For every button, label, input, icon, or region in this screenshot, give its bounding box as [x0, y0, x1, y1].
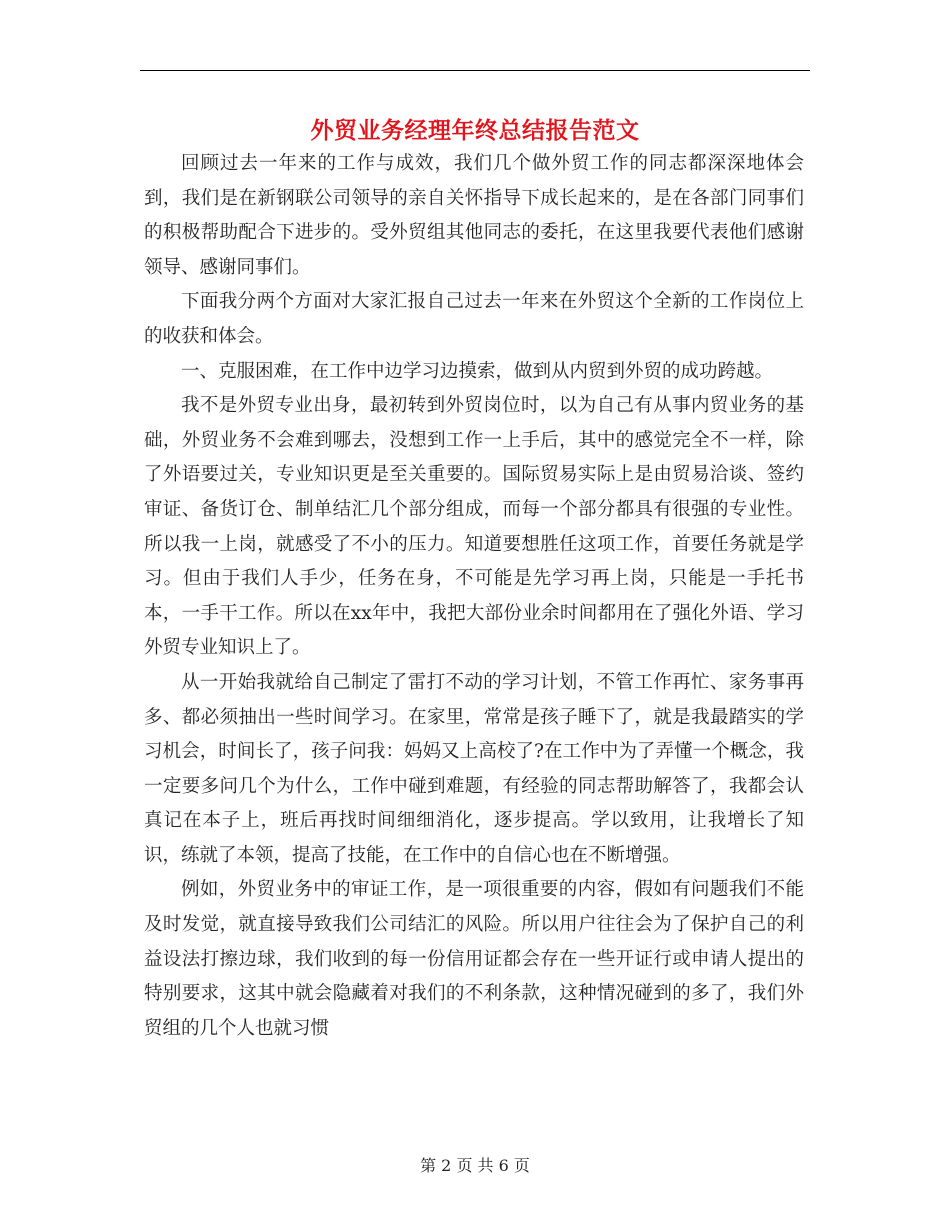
paragraph: 回顾过去一年来的工作与成效，我们几个做外贸工作的同志都深深地体会到，我们是在新钢联公司领导的亲自关怀指导下成长起来的，是在各部门同事们的积极帮助配合下进步的。受外贸组其他同志的委托，在这里我要代表他们感谢领导、感谢同事们。	[144, 153, 804, 278]
header-rule	[140, 70, 810, 71]
section-heading: 一、克服困难，在工作中边学习边摸索，做到从内贸到外贸的成功跨越。	[181, 360, 774, 382]
paragraph: 例如，外贸业务中的审证工作，是一项很重要的内容，假如有问题我们不能及时发觉，就直接导致我们公司结汇的风险。所以用户往往会为了保护自己的利益设法打擦边球，我们收到的每一份信用证都会存在一些开证行或申请人提出的特别要求，这其中就会隐藏着对我们的不利条款，这种情况碰到的多了，我们外贸组的几个人也就习惯	[144, 879, 804, 1039]
paragraph: 我不是外贸专业出身，最初转到外贸岗位时，以为自己有从事内贸业务的基础，外贸业务不会难到哪去，没想到工作一上手后，其中的感觉完全不一样，除了外语要过关，专业知识更是至关重要的。国际贸易实际上是由贸易洽谈、签约审证、备货订仓、制单结汇几个部分组成，而每一个部分都具有很强的专业性。所以我一上岗，就感受了不小的压力。知道要想胜任这项工作，首要任务就是学习。但由于我们人手少，任务在身，不可能是先学习再上岗，只能是一手托书本，一手干工作。所以在xx年中，我把大部份业余时间都用在了强化外语、学习外贸专业知识上了。	[144, 395, 804, 659]
paragraph: 下面我分两个方面对大家汇报自己过去一年来在外贸这个全新的工作岗位上的收获和体会。	[144, 291, 804, 347]
paragraph: 从一开始我就给自己制定了雷打不动的学习计划，不管工作再忙、家务事再多、都必须抽出一些时间学习。在家里，常常是孩子睡下了，就是我最踏实的学习机会，时间长了，孩子问我：妈妈又上高校了?在工作中为了弄懂一个概念，我一定要多问几个为什么，工作中碰到难题，有经验的同志帮助解答了，我都会认真记在本子上，班后再找时间细细消化，逐步提高。学以致用，让我增长了知识，练就了本领，提高了技能，在工作中的自信心也在不断增强。	[144, 671, 804, 866]
document-body	[144, 147, 804, 1046]
page-footer: 第 2 页 共 6 页	[420, 1156, 530, 1175]
document-title: 外贸业务经理年终总结报告范文	[310, 118, 640, 144]
